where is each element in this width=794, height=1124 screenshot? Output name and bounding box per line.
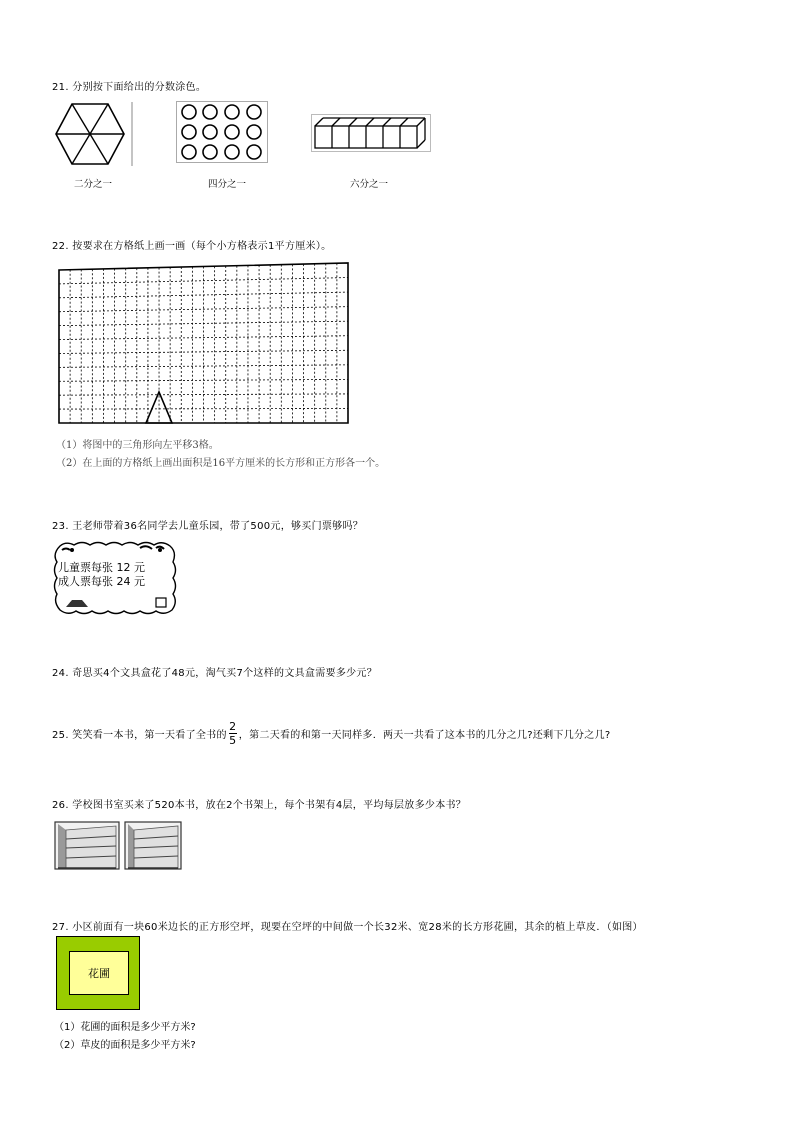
garden-label: 花圃: [88, 967, 110, 980]
cubes-figure: [311, 114, 431, 152]
price-child: 儿童票每张 12 元: [58, 561, 145, 574]
q26-text: 26. 学校图书室买来了520本书，放在2个书架上，每个书架有4层，平均每层放多少本书？: [52, 800, 467, 811]
caption-quarter: 四分之一: [208, 179, 247, 190]
circles-figure: [176, 101, 268, 163]
fraction-denominator: 5: [229, 734, 237, 747]
fraction-two-fifths: [229, 721, 237, 746]
fraction-numerator: 2: [229, 720, 237, 733]
q25-text-before: 25. 笑笑看一本书，第一天看了全书的: [52, 730, 227, 741]
caption-sixth: 六分之一: [350, 179, 389, 190]
q23-text: 23. 王老师带着36名同学去儿童乐园，带了500元，够买门票够吗？: [52, 521, 364, 532]
q25-text: [52, 721, 611, 746]
bookshelf-right: [124, 820, 182, 870]
bookshelf-left: [54, 820, 120, 870]
q25-text-after: ，第二天看的和第一天同样多．两天一共看了这本书的几分之几?还剩下几分之几?: [238, 730, 611, 741]
q24-text: 24. 奇思买4个文具盒花了48元，淘气买7个这样的文具盒需要多少元？: [52, 668, 378, 679]
hexagon-figure: [54, 100, 134, 168]
price-adult: 成人票每张 24 元: [58, 575, 145, 588]
q22-sub2: （2）在上面的方格纸上画出面积是16平方厘米的长方形和正方形各一个。: [56, 458, 386, 469]
grid-paper: [58, 262, 350, 424]
q22-text: 22. 按要求在方格纸上画一画（每个小方格表示1平方厘米）。: [52, 241, 332, 252]
lawn-square: [56, 936, 140, 1010]
q27-sub1: （1）花圃的面积是多少平方米?: [54, 1022, 196, 1033]
garden-rect: [69, 951, 129, 995]
caption-half: 二分之一: [74, 179, 113, 190]
q27-sub2: （2）草皮的面积是多少平方米?: [54, 1040, 196, 1051]
q27-text: 27. 小区前面有一块60米边长的正方形空坪，现要在空坪的中间做一个长32米、宽28米的长方形花圃，其余的植上草皮．（如图）: [52, 922, 643, 933]
q22-sub1: （1）将图中的三角形向左平移3格。: [56, 440, 219, 451]
q21-text: 21. 分别按下面给出的分数涂色。: [52, 82, 207, 93]
